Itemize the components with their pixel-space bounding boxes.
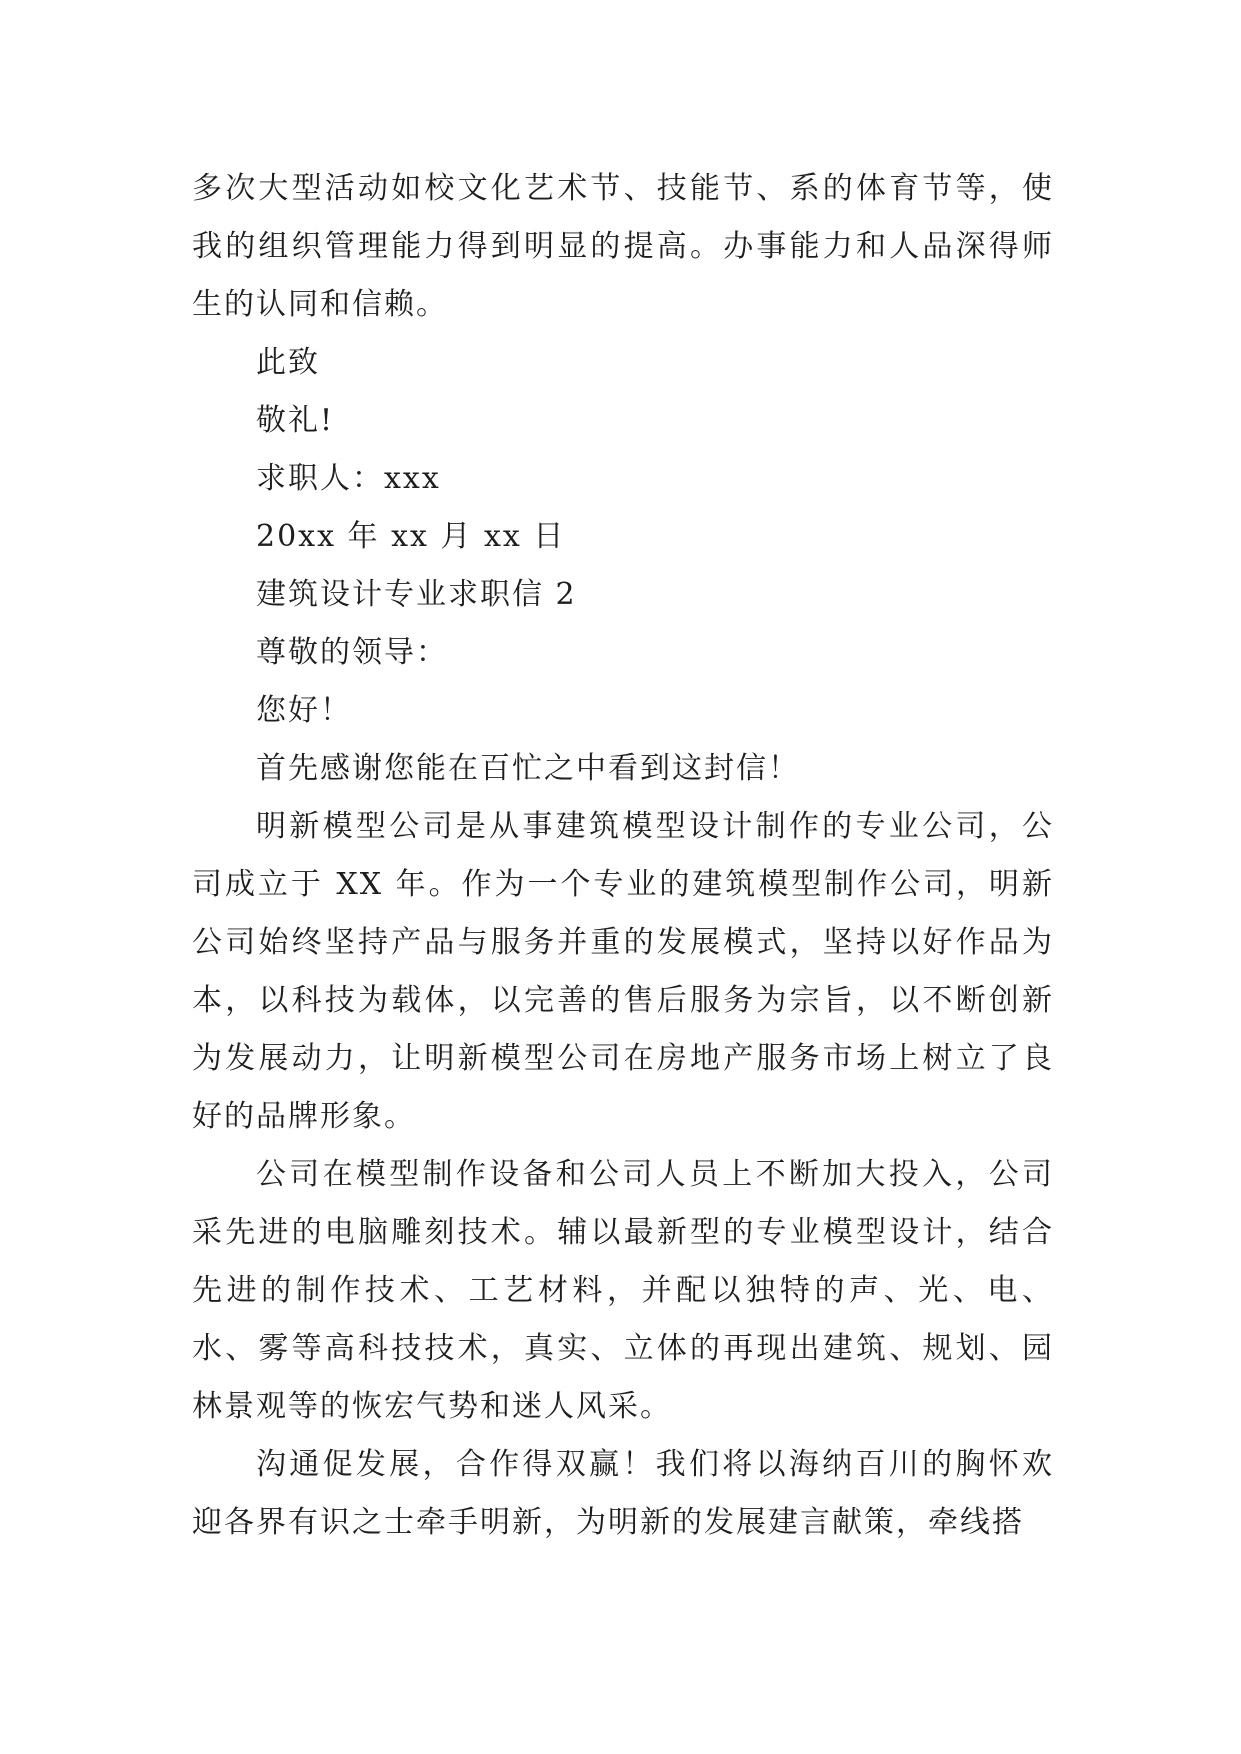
closing-regards: 敬礼! (256, 403, 335, 438)
paragraph-thanks: 首先感谢您能在百忙之中看到这封信！ (256, 751, 800, 786)
paragraph-continued: 多次大型活动如校文化艺术节、技能节、系的体育节等，使我的组织管理能力得到明显的提高。办事能力和人品深得师生的认同和信赖。 (192, 171, 1054, 322)
greeting-hello: 您好！ (256, 693, 352, 728)
paragraph-cooperation: 沟通促发展，合作得双赢！我们将以海纳百川的胸怀欢迎各界有识之士牵手明新，为明新的发展建言献策，牵线搭 (192, 1447, 1054, 1540)
letter-date: 20xx 年 xx 月 xx 日 (256, 519, 566, 554)
section-title: 建筑设计专业求职信 2 (256, 577, 577, 612)
paragraph-company-intro: 明新模型公司是从事建筑模型设计制作的专业公司，公司成立于 XX 年。作为一个专业的建筑模型制作公司，明新公司始终坚持产品与服务并重的发展模式，坚持以好作品为本，以科技为载体，以完善的售后服务为宗旨，以不断创新为发展动力，让明新模型公司在房地产服务市场上树立了良好的品牌形象。 (192, 809, 1054, 1134)
applicant-signature: 求职人：xxx (256, 461, 441, 496)
greeting-addressee: 尊敬的领导： (256, 635, 448, 670)
letter-body (192, 160, 1054, 1552)
closing-salutation: 此致 (256, 345, 320, 380)
paragraph-company-tech: 公司在模型制作设备和公司人员上不断加大投入，公司采先进的电脑雕刻技术。辅以最新型的专业模型设计，结合先进的制作技术、工艺材料，并配以独特的声、光、电、水、雾等高科技技术，真实、立体的再现出建筑、规划、园林景观等的恢宏气势和迷人风采。 (192, 1157, 1054, 1424)
